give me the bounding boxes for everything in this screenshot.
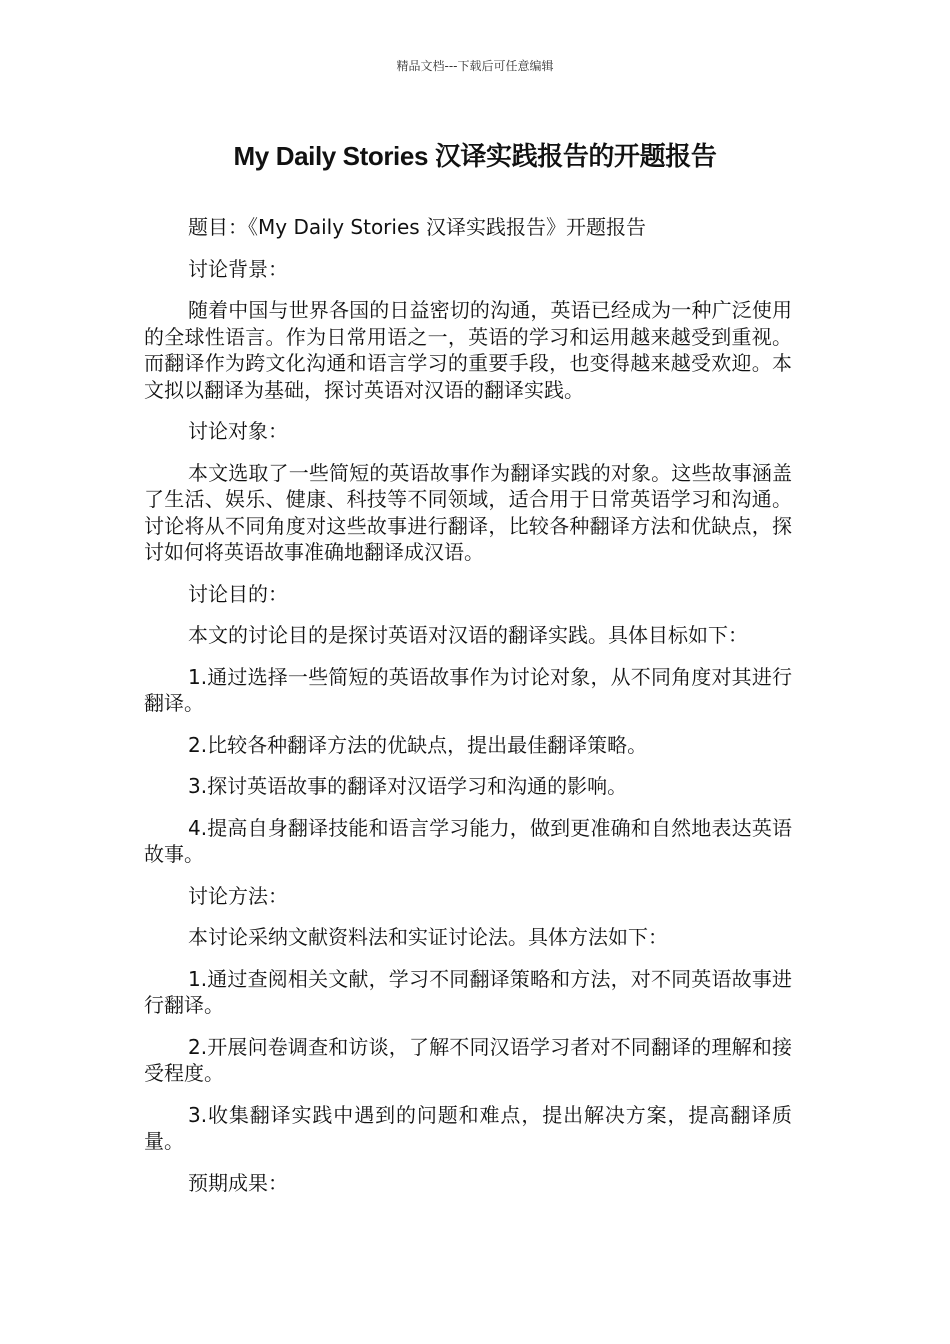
paragraph-topic: 题目：《My Daily Stories 汉译实践报告》开题报告 [188,215,647,239]
paragraph-object: 本文选取了一些简短的英语故事作为翻译实践的对象。这些故事涵盖了生活、娱乐、健康、科技等不同领域，适合用于日常英语学习和沟通。讨论将从不同角度对这些故事进行翻译，比较各种翻译方法和优缺点，探讨如何将英语故事准确地翻译成汉语。 [144,460,792,564]
heading-object: 讨论对象： [188,419,288,443]
document-body [144,214,792,1211]
heading-purpose: 讨论目的： [188,581,288,606]
method-item-2: 2.开展问卷调查和访谈，了解不同汉语学习者对不同翻译的理解和接受程度。 [144,1034,792,1085]
purpose-item-4: 4.提高自身翻译技能和语言学习能力，做到更准确和自然地表达英语故事。 [144,815,792,866]
heading-background: 讨论背景： [188,256,288,281]
method-item-1: 1.通过查阅相关文献，学习不同翻译策略和方法，对不同英语故事进行翻译。 [144,966,792,1017]
paragraph-method-intro: 本讨论采纳文献资料法和实证讨论法。具体方法如下： [188,925,668,949]
method-item-3: 3.收集翻译实践中遇到的问题和难点，提出解决方案，提高翻译质量。 [144,1102,792,1153]
purpose-item-3: 3.探讨英语故事的翻译对汉语学习和沟通的影响。 [188,774,628,798]
document-title: My Daily Stories 汉译实践报告的开题报告 [233,141,717,171]
paragraph-purpose-intro: 本文的讨论目的是探讨英语对汉语的翻译实践。具体目标如下： [188,623,748,647]
paragraph-background: 随着中国与世界各国的日益密切的沟通，英语已经成为一种广泛使用的全球性语言。作为日常用语之一，英语的学习和运用越来越受到重视。而翻译作为跨文化沟通和语言学习的重要手段，也变得越来越受欢迎。本文拟以翻译为基础，探讨英语对汉语的翻译实践。 [144,298,792,402]
purpose-item-1: 1.通过选择一些简短的英语故事作为讨论对象，从不同角度对其进行翻译。 [144,664,792,715]
heading-expected-results: 预期成果： [188,1170,288,1195]
header-note: 精品文档---下载后可任意编辑 [396,59,554,73]
heading-method: 讨论方法： [188,883,288,908]
purpose-item-2: 2.比较各种翻译方法的优缺点，提出最佳翻译策略。 [188,732,648,757]
